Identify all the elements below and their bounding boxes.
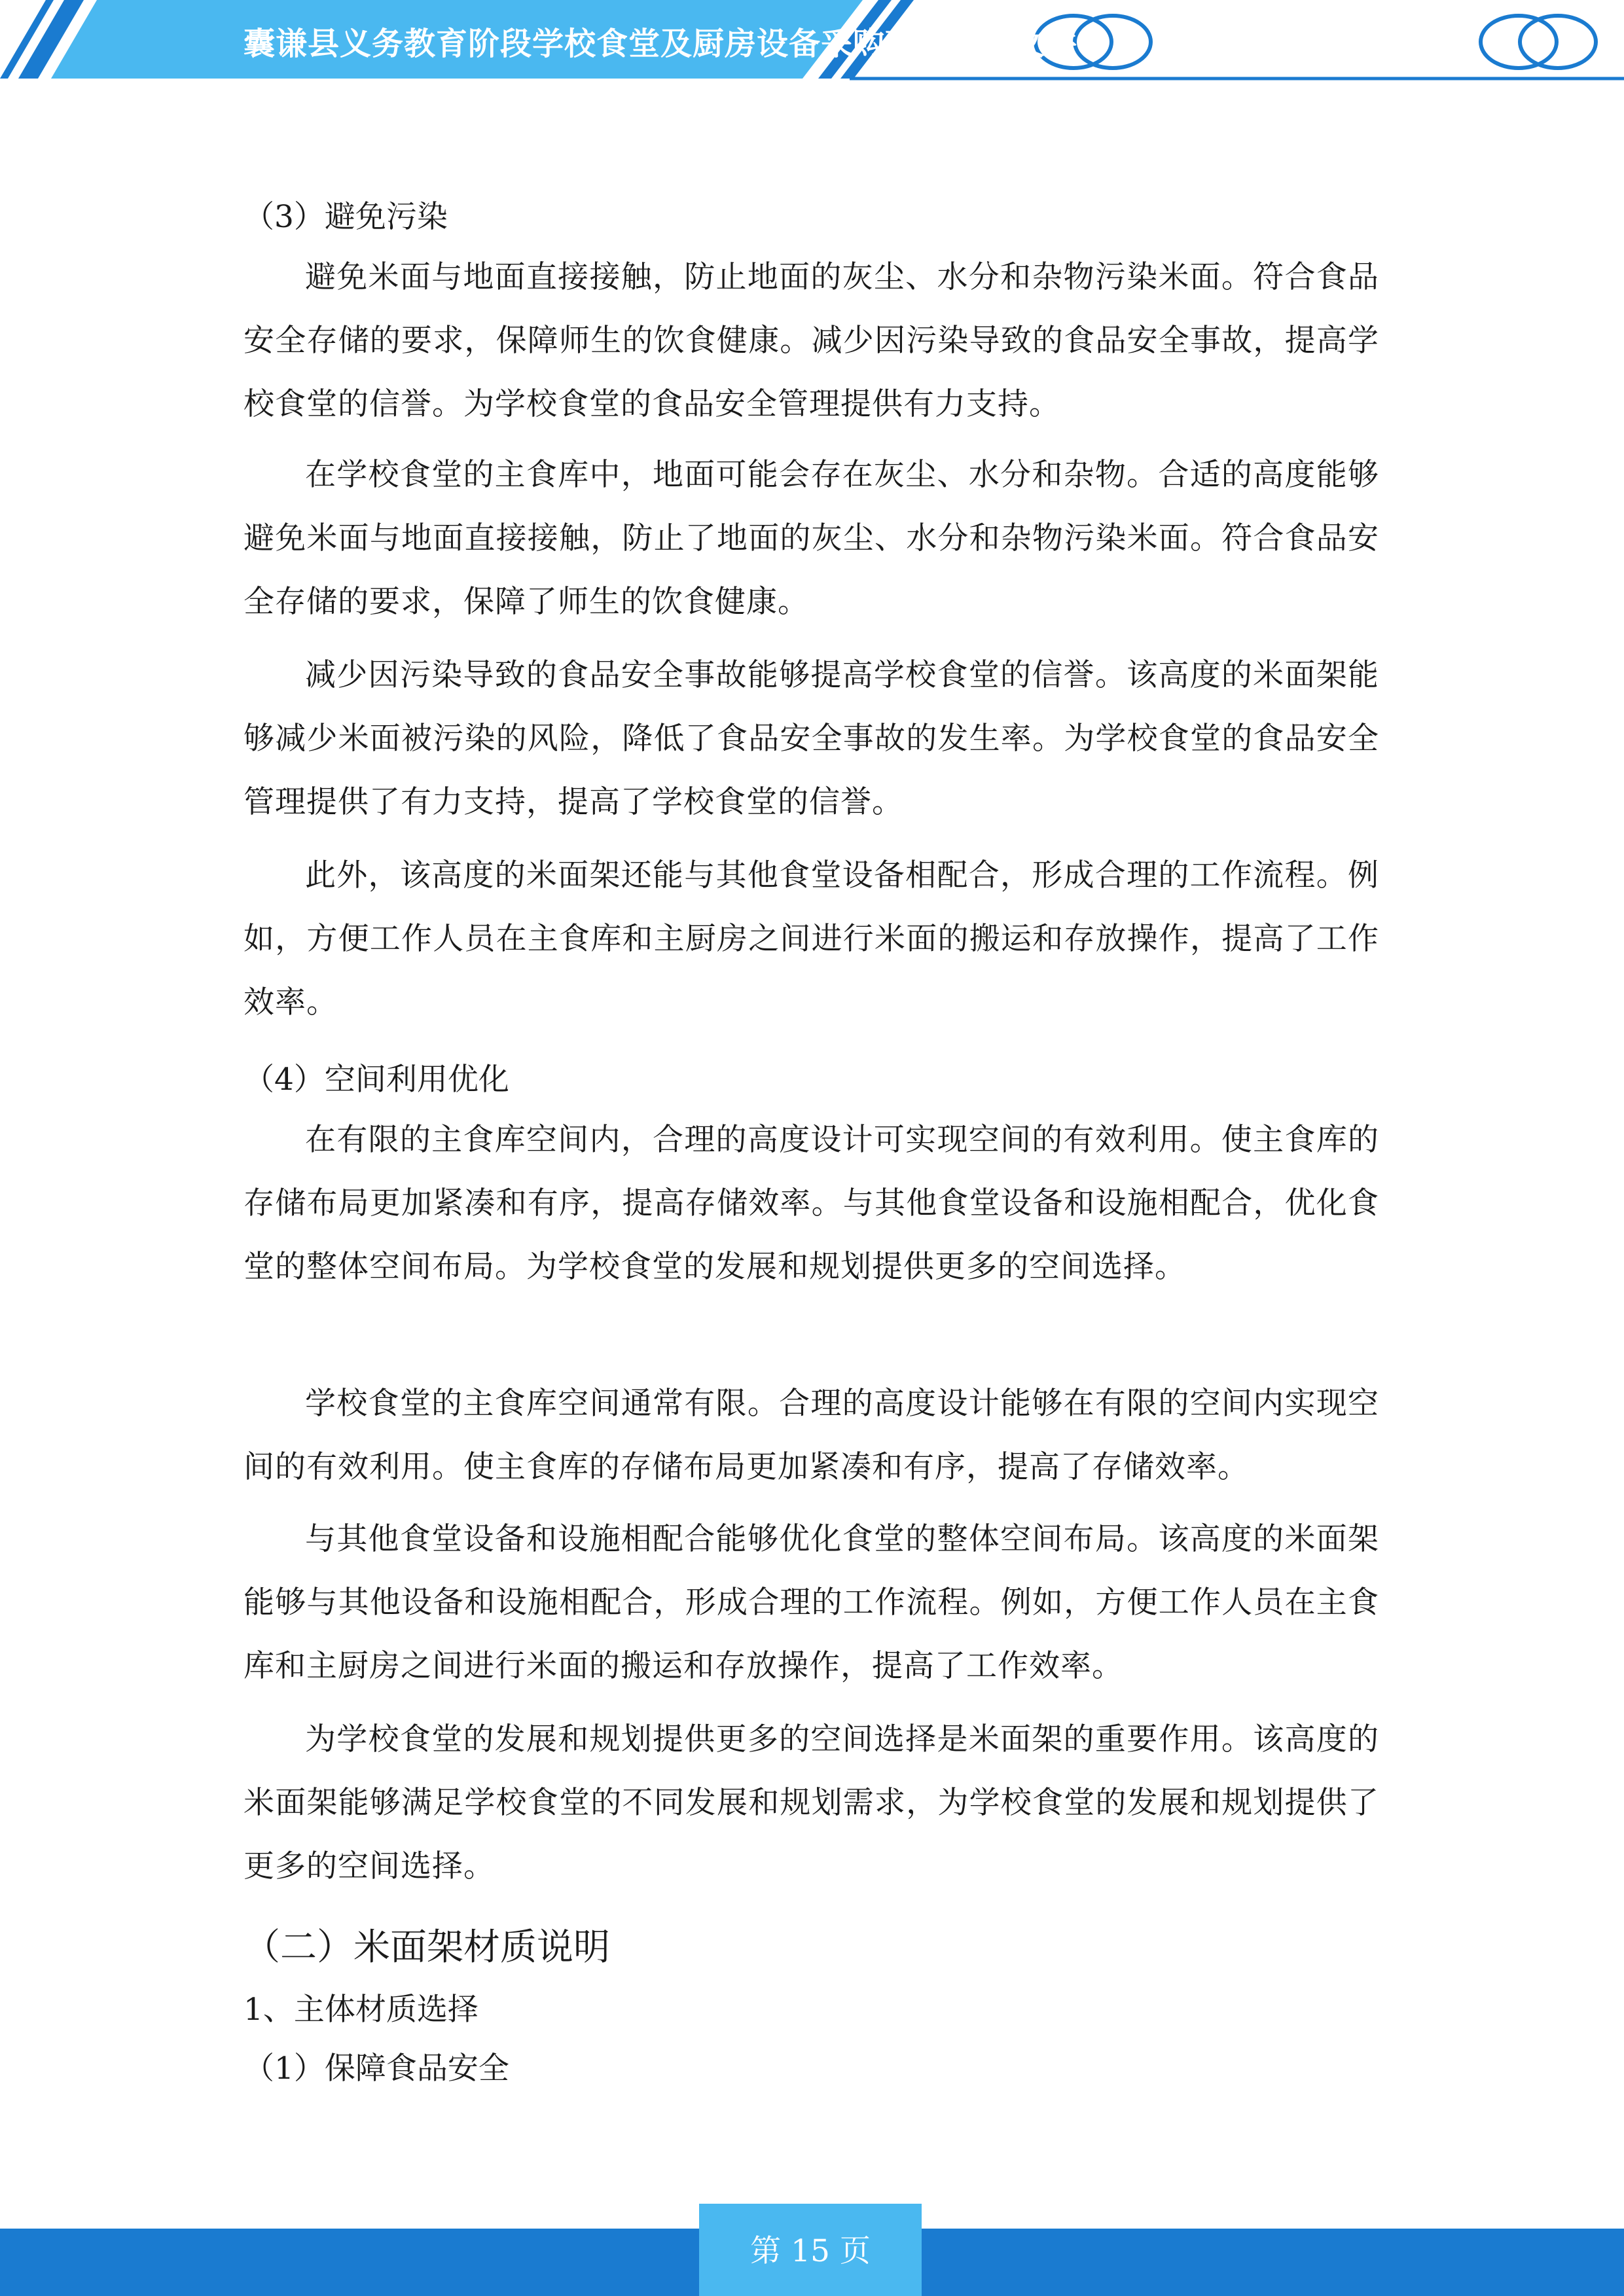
subheading-main-material: 1、主体材质选择 bbox=[244, 1992, 478, 2028]
paragraph: 此外，该高度的米面架还能与其他食堂设备相配合，形成合理的工作流程。例如，方便工作人员在主食库和主厨房之间进行米面的搬运和存放操作，提高了工作效率。 bbox=[244, 857, 1379, 1020]
rings-logo-right bbox=[1481, 16, 1596, 68]
page-number-tab bbox=[699, 2204, 922, 2296]
section-heading-material: （二）米面架材质说明 bbox=[244, 1926, 610, 1969]
paragraph: 学校食堂的主食库空间通常有限。合理的高度设计能够在有限的空间内实现空间的有效利用。使主食库的存储布局更加紧凑和有序，提高了存储效率。 bbox=[244, 1386, 1379, 1485]
paragraph: 减少因污染导致的食品安全事故能够提高学校食堂的信誉。该高度的米面架能够减少米面被污染的风险，降低了食品安全事故的发生率。为学校食堂的食品安全管理提供了有力支持，提高了学校食堂的信誉。 bbox=[244, 657, 1379, 820]
document-title: 囊谦县义务教育阶段学校食堂及厨房设备采购项目投标文件 bbox=[244, 26, 1078, 62]
paragraph: 与其他食堂设备和设施相配合能够优化食堂的整体空间布局。该高度的米面架能够与其他设备和设施相配合，形成合理的工作流程。例如，方便工作人员在主食库和主厨房之间进行米面的搬运和存放操作，提高了工作效率。 bbox=[244, 1521, 1379, 1684]
paragraph: 在有限的主食库空间内，合理的高度设计可实现空间的有效利用。使主食库的存储布局更加紧凑和有序，提高存储效率。与其他食堂设备和设施相配合，优化食堂的整体空间布局。为学校食堂的发展和规划提供更多的空间选择。 bbox=[244, 1122, 1379, 1285]
page-number: 第 15 页 bbox=[750, 2233, 871, 2269]
page-header bbox=[0, 0, 1624, 85]
subheading-space-optimization: （4）空间利用优化 bbox=[244, 1062, 509, 1098]
paragraph: 避免米面与地面直接接触，防止地面的灰尘、水分和杂物污染米面。符合食品安全存储的要求，保障师生的饮食健康。减少因污染导致的食品安全事故，提高学校食堂的信誉。为学校食堂的食品安全管理提供有力支持。 bbox=[244, 259, 1379, 422]
subheading-avoid-contamination: （3）避免污染 bbox=[244, 199, 448, 235]
paragraph: 在学校食堂的主食库中，地面可能会存在灰尘、水分和杂物。合适的高度能够避免米面与地面直接接触，防止了地面的灰尘、水分和杂物污染米面。符合食品安全存储的要求，保障了师生的饮食健康。 bbox=[244, 457, 1379, 620]
subheading-food-safety: （1）保障食品安全 bbox=[244, 2051, 509, 2087]
paragraph: 为学校食堂的发展和规划提供更多的空间选择是米面架的重要作用。该高度的米面架能够满足学校食堂的不同发展和规划需求，为学校食堂的发展和规划提供了更多的空间选择。 bbox=[244, 1721, 1379, 1884]
